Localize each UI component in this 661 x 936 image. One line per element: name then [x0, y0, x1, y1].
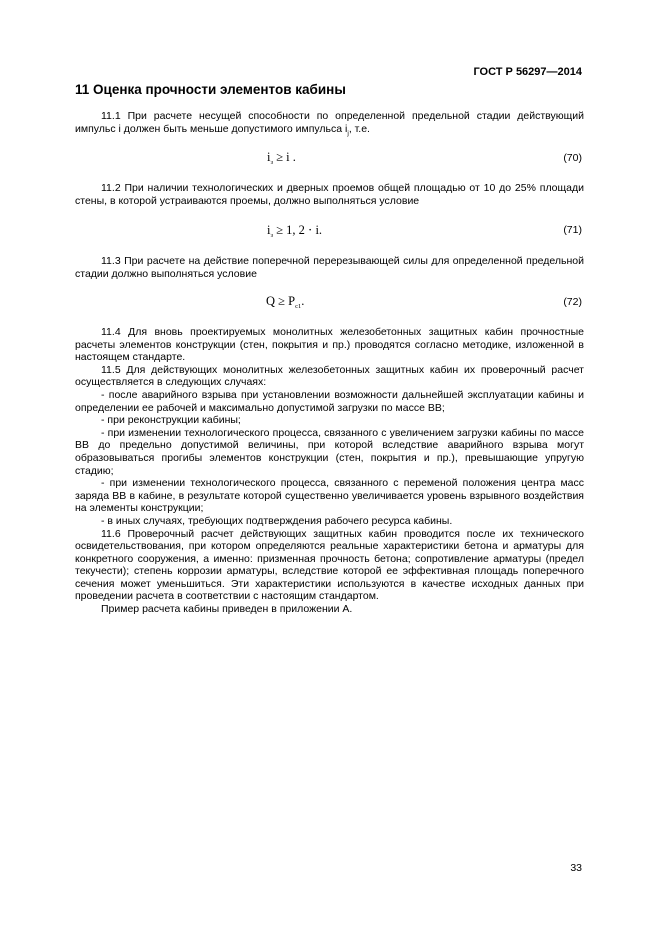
formula-70-subscript: з: [270, 159, 274, 166]
paragraph-11-1: [75, 110, 584, 140]
paragraph-11-3-text: 11.3 При расчете на действие поперечной перерезывающей силы для определенной предельной стадии должно выполняться условие: [75, 255, 584, 280]
document-code: ГОСТ Р 56297—2014: [473, 66, 582, 78]
paragraph-11-1-subscript: j: [347, 129, 349, 137]
formula-72: [266, 294, 304, 310]
formula-70-rhs: ≥ i .: [273, 150, 296, 164]
formula-71-subscript: з: [270, 232, 274, 239]
list-item: - в иных случаях, требующих подтверждения рабочего ресурса кабины.: [101, 514, 453, 527]
list-item: - после аварийного взрыва при установлении возможности дальнейшей эксплуатации кабины и определении ее рабочей и максимально допустимой загрузки по массе ВВ;: [75, 388, 584, 414]
list-item: - при изменении технологического процесса, связанного с увеличением загрузки кабины по массе ВВ до предельно допустимой величины, при которой вследствие аварийного взрыва могут образовываться прогибы элементов конструкции (стен, покрытия и пр.), превышающие упругую стадию;: [75, 426, 584, 477]
example-reference: Пример расчета кабины приведен в приложении А.: [101, 603, 353, 616]
paragraph-11-2-text: 11.2 При наличии технологических и дверных проемов общей площадью от 10 до 25% площади стены, в которой устраиваются проемы, должно выполняться условие: [75, 182, 584, 207]
paragraph-11-1-text: 11.1 При расчете несущей способности по определенной предельной стадии действующий импульс i должен быть меньше допустимого импульса i: [75, 110, 584, 135]
list-item: - при изменении технологического процесса, связанного с переменой положения центра масс заряда ВВ в кабине, в результате которой существенно увеличивается уровень взрывного воздействия на элементы конструкции;: [75, 477, 584, 515]
paragraph-11-3: [75, 255, 584, 280]
formula-70-lhs: i: [267, 150, 271, 164]
formula-72-rhs: .: [301, 294, 305, 308]
main-body: [75, 326, 584, 616]
formula-70-number: (70): [563, 152, 582, 164]
formula-71-number: (71): [563, 224, 582, 236]
formula-72-number: (72): [563, 296, 582, 308]
paragraph-11-5: 11.5 Для действующих монолитных железобетонных защитных кабин их проверочный расчет осуществляется в следующих случаях:: [75, 363, 584, 389]
page-number: 33: [570, 862, 582, 874]
section-title: 11 Оценка прочности элементов кабины: [75, 82, 346, 97]
formula-71-rhs: ≥ 1, 2 ⋅ i.: [273, 223, 323, 237]
formula-71-lhs: i: [267, 223, 271, 237]
paragraph-11-1-suffix: , т.е.: [348, 122, 370, 135]
formula-70: [267, 150, 296, 166]
paragraph-11-6: 11.6 Проверочный расчет действующих защитных кабин проводится после их технического освидетельствования, при котором определяются реальные характеристики бетона и арматуры для конкретного сооружения, а именно: призменная прочность бетона; сопротивление арматуры (предел текучести); степень коррозии арматуры, вследствие которой ее эффективная площадь поперечного сечения может уменьшиться. Эти характеристики используются в качестве исходных данных при проведении расчета в соответствии с настоящим стандартом.: [75, 527, 584, 603]
formula-72-lhs: Q ≥ P: [266, 294, 296, 308]
formula-71: [267, 222, 322, 239]
formula-72-subscript: с1: [295, 303, 302, 310]
list-item: - при реконструкции кабины;: [101, 414, 241, 427]
paragraph-11-2: [75, 182, 584, 207]
paragraph-11-4: 11.4 Для вновь проектируемых монолитных железобетонных защитных кабин прочностные расчеты элементов конструкции (стен, покрытия и пр.) проводятся согласно методике, изложенной в настоящем стандарте.: [75, 326, 584, 364]
